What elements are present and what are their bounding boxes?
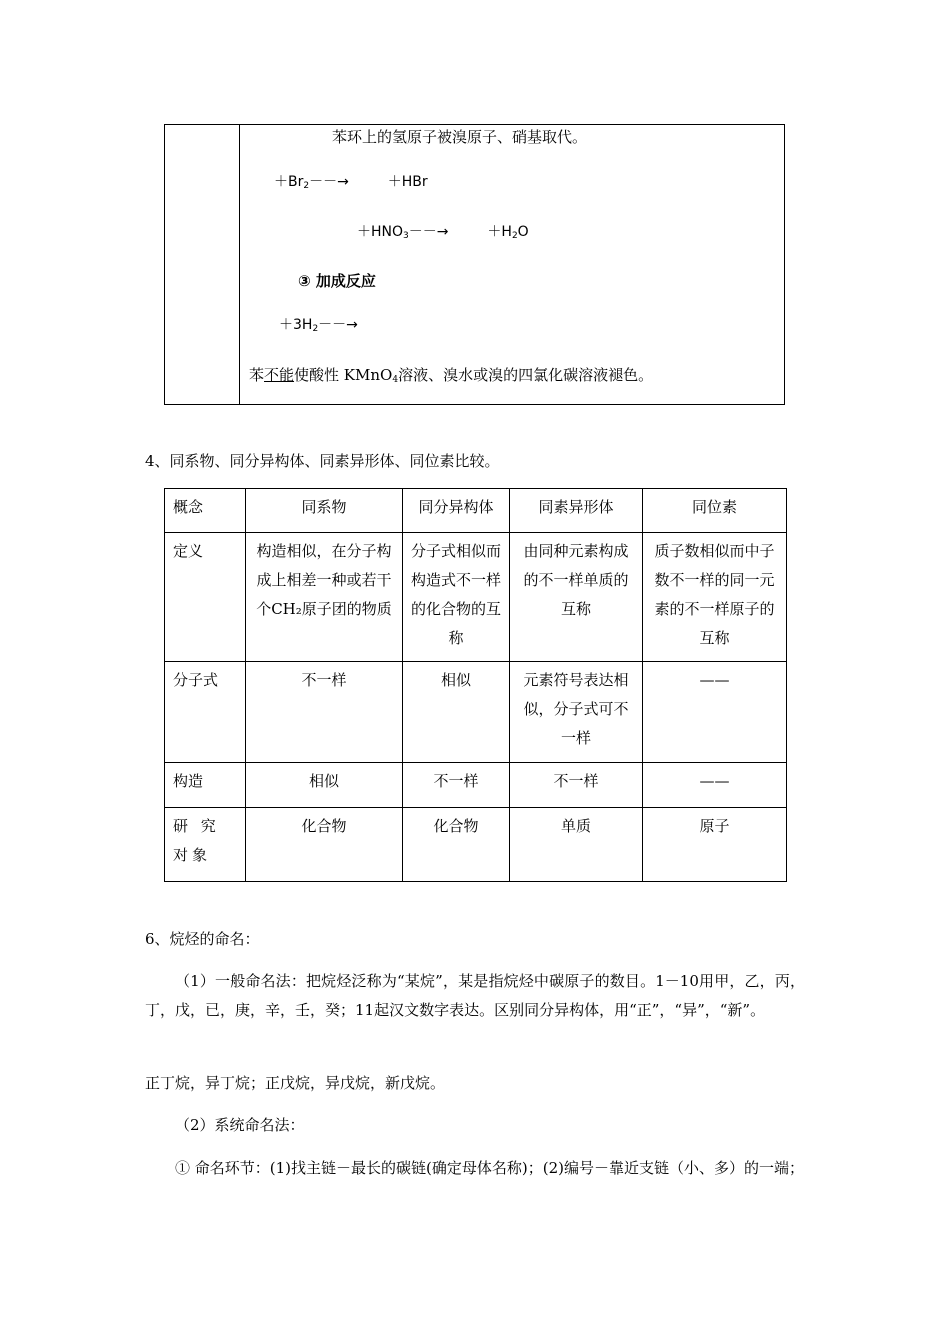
table-cell: 元素符号表达相似，分子式可不一样 xyxy=(510,662,643,763)
examples-paragraph: 正丁烷，异丁烷；正戊烷，异戊烷，新戊烷。 xyxy=(145,1074,446,1092)
eq2-product-tail: O xyxy=(517,224,529,240)
row-label: 构造 xyxy=(165,763,246,808)
substitution-text: 苯环上的氢原子被溴原子、硝基取代。 xyxy=(332,128,588,146)
eq2-reagent: ＋HNO xyxy=(357,224,404,240)
addition-reaction-title: ③ 加成反应 xyxy=(298,272,376,290)
eq1-product: ＋HBr xyxy=(387,174,428,190)
row-label: 定义 xyxy=(165,533,246,662)
equation-hydrogenation xyxy=(279,314,358,334)
table-row xyxy=(165,533,787,662)
section4-heading: 4、同系物、同分异构体、同素异形体、同位素比较。 xyxy=(145,452,500,470)
table-cell: 单质 xyxy=(510,808,643,882)
eq3-reagent: ＋3H xyxy=(279,317,313,333)
table-row xyxy=(165,662,787,763)
table-cell: 原子 xyxy=(643,808,787,882)
eq3-arrow: －－→ xyxy=(318,317,358,333)
header-cell: 同位素 xyxy=(643,489,787,533)
section6-heading: 6、烷烃的命名： xyxy=(145,930,260,948)
reaction-box xyxy=(164,124,785,405)
header-cell: 同分异构体 xyxy=(403,489,510,533)
table-cell: 化合物 xyxy=(246,808,403,882)
systematic-naming-title: （2）系统命名法： xyxy=(175,1116,305,1134)
box-divider xyxy=(239,125,240,404)
note-sub: 4 xyxy=(392,375,399,385)
eq2-reagent-sub: 3 xyxy=(403,231,409,241)
note-pre: 苯 xyxy=(249,366,265,384)
table-cell: 相似 xyxy=(246,763,403,808)
table-cell: 不一样 xyxy=(510,763,643,808)
eq1-arrow: －－→ xyxy=(309,174,349,190)
equation-bromination xyxy=(274,171,428,191)
table-row xyxy=(165,808,787,882)
eq2-arrow: －－→ xyxy=(408,224,449,240)
header-cell: 概念 xyxy=(165,489,246,533)
table-cell: 由同种元素构成的不一样单质的互称 xyxy=(510,533,643,662)
row-label: 分子式 xyxy=(165,662,246,763)
comparison-table xyxy=(164,488,787,882)
benzene-note xyxy=(249,364,653,385)
table-cell: 不一样 xyxy=(246,662,403,763)
table-cell: 分子式相似而构造式不一样的化合物的互称 xyxy=(403,533,510,662)
table-cell: 构造相似，在分子构成上相差一种或若干个CH₂原子团的物质 xyxy=(246,533,403,662)
table-cell: 不一样 xyxy=(403,763,510,808)
table-row xyxy=(165,763,787,808)
table-cell: 化合物 xyxy=(403,808,510,882)
eq2-product: ＋H xyxy=(487,224,512,240)
table-cell: —— xyxy=(643,662,787,763)
eq3-reagent-sub: 2 xyxy=(312,324,319,334)
naming-steps-paragraph: ① 命名环节：(1)找主链－最长的碳链(确定母体名称)；(2)编号－靠近支链（小、多）的一端； xyxy=(175,1159,804,1177)
common-naming-paragraph: （1）一般命名法：把烷烃泛称为“某烷”，某是指烷烃中碳原子的数目。1－10用甲，乙，丙，丁，戊，已，庚，辛，壬，癸；11起汉文数字表达。区别同分异构体，用“正”，“异”，“新”。 xyxy=(145,972,805,1019)
eq2-product-sub: 2 xyxy=(511,231,518,241)
header-cell: 同系物 xyxy=(246,489,403,533)
note-underlined: 不能 xyxy=(264,366,295,384)
table-header-row xyxy=(165,489,787,533)
equation-nitration xyxy=(357,221,529,241)
note-mid: 使酸性 KMnO xyxy=(294,366,393,384)
note-post: 溶液、溴水或溴的四氯化碳溶液褪色。 xyxy=(398,366,654,384)
row-label: 研 究 对象 xyxy=(165,808,246,882)
table-cell: 质子数相似而中子数不一样的同一元素的不一样原子的互称 xyxy=(643,533,787,662)
eq1-reagent: ＋Br xyxy=(274,174,304,190)
table-cell: 相似 xyxy=(403,662,510,763)
header-cell: 同素异形体 xyxy=(510,489,643,533)
table-cell: —— xyxy=(643,763,787,808)
eq1-reagent-sub: 2 xyxy=(303,181,310,191)
